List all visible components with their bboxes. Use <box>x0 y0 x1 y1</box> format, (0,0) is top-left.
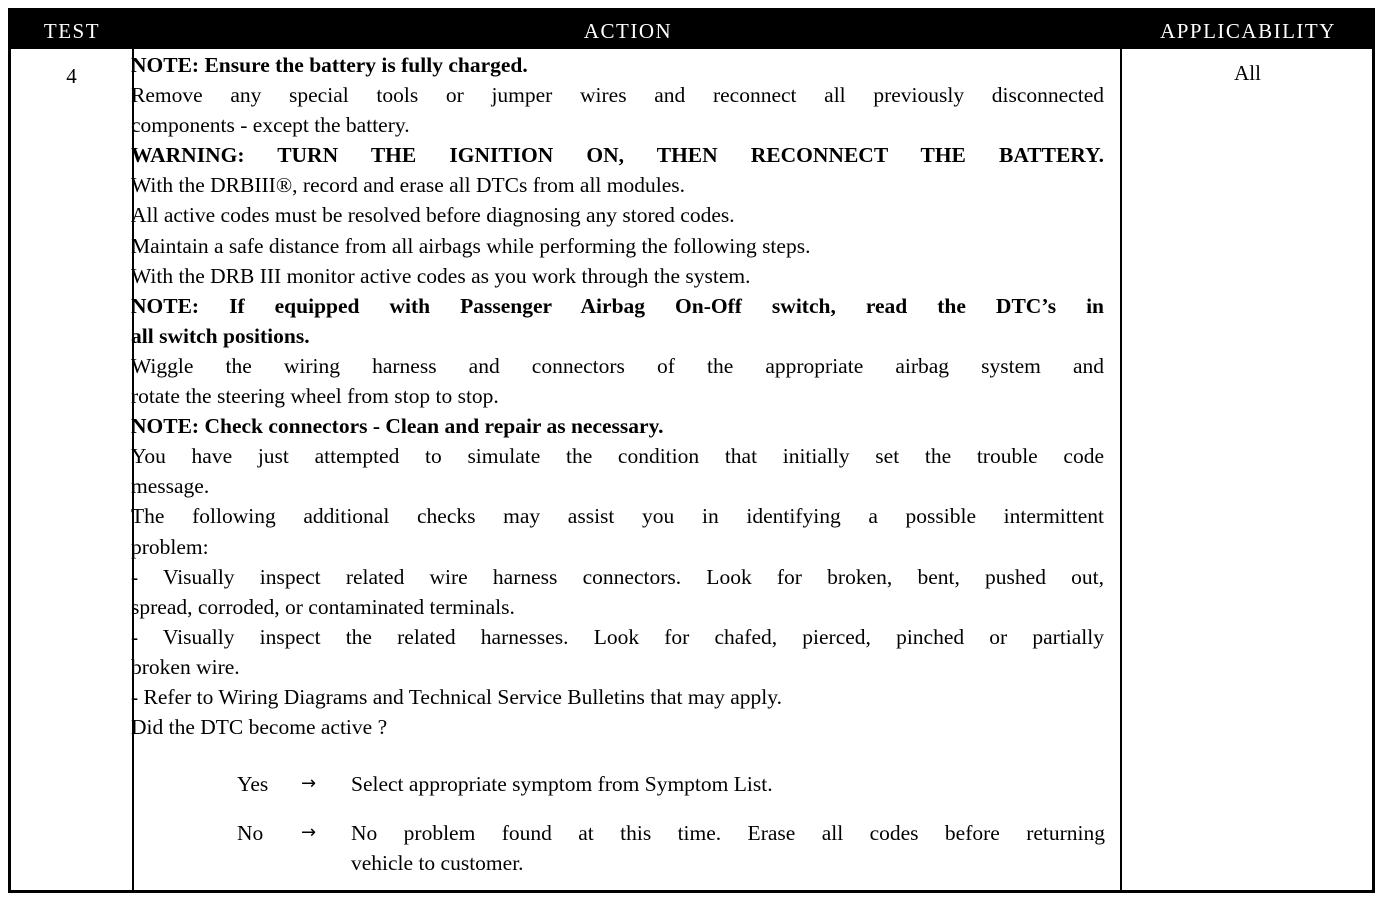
header-action: ACTION <box>583 19 673 43</box>
action-line: message. <box>131 474 210 499</box>
action-line: With the DRBIII®, record and erase all DTCs from all modules. <box>131 173 686 198</box>
arrow-right-icon: → <box>301 822 317 843</box>
applicability-value: All <box>1234 61 1261 85</box>
yes-label: Yes <box>237 772 269 796</box>
action-line: rotate the steering wheel from stop to stop. <box>131 384 499 409</box>
action-text <box>131 50 1104 742</box>
warning-line: WARNING: TURN THE IGNITION ON, THEN RECONNECT THE BATTERY. <box>131 143 1104 168</box>
header-applicability: APPLICABILITY <box>1160 19 1336 43</box>
note-line: NOTE: If equipped with Passenger Airbag On-Off switch, read the DTC’s in <box>131 293 1104 318</box>
action-line: - Visually inspect related wire harness connectors. Look for broken, bent, pushed out, <box>131 564 1104 589</box>
test-number: 4 <box>66 64 77 88</box>
action-line: components - except the battery. <box>131 113 410 138</box>
arrow-right-icon: → <box>301 773 317 794</box>
action-line: NOTE: Ensure the battery is fully charged. <box>131 53 528 77</box>
no-text-line: vehicle to customer. <box>351 851 524 875</box>
action-line: Wiggle the wiring harness and connectors of the appropriate airbag system and <box>131 353 1104 378</box>
yes-text: Select appropriate symptom from Symptom List. <box>351 772 773 796</box>
action-line: All active codes must be resolved before diagnosing any stored codes. <box>131 203 735 228</box>
action-line: spread, corroded, or contaminated terminals. <box>131 594 515 619</box>
action-line: Remove any special tools or jumper wires and reconnect all previously disconnected <box>131 83 1104 108</box>
action-line: You have just attempted to simulate the condition that initially set the trouble code <box>131 444 1104 469</box>
action-line: - Refer to Wiring Diagrams and Technical Service Bulletins that may apply. <box>131 684 783 709</box>
note-line: all switch positions. <box>131 323 310 348</box>
no-text-line: No problem found at this time. Erase all codes before returning <box>351 821 1105 845</box>
action-line: broken wire. <box>131 654 240 679</box>
action-line: With the DRB III monitor active codes as you work through the system. <box>131 263 751 288</box>
column-divider-applicability <box>1120 49 1122 890</box>
question-line: Did the DTC become active ? <box>131 715 388 740</box>
table-header <box>11 11 1372 49</box>
action-line: problem: <box>131 534 209 559</box>
note-line: NOTE: Check connectors - Clean and repair as necessary. <box>131 414 664 439</box>
header-test: TEST <box>43 19 101 43</box>
action-line: - Visually inspect the related harnesses. Look for chafed, pierced, pinched or partially <box>131 624 1104 649</box>
action-line: The following additional checks may assist you in identifying a possible intermittent <box>131 504 1104 529</box>
no-text <box>351 818 1105 878</box>
no-label: No <box>237 821 264 845</box>
action-line: Maintain a safe distance from all airbags while performing the following steps. <box>131 233 811 258</box>
